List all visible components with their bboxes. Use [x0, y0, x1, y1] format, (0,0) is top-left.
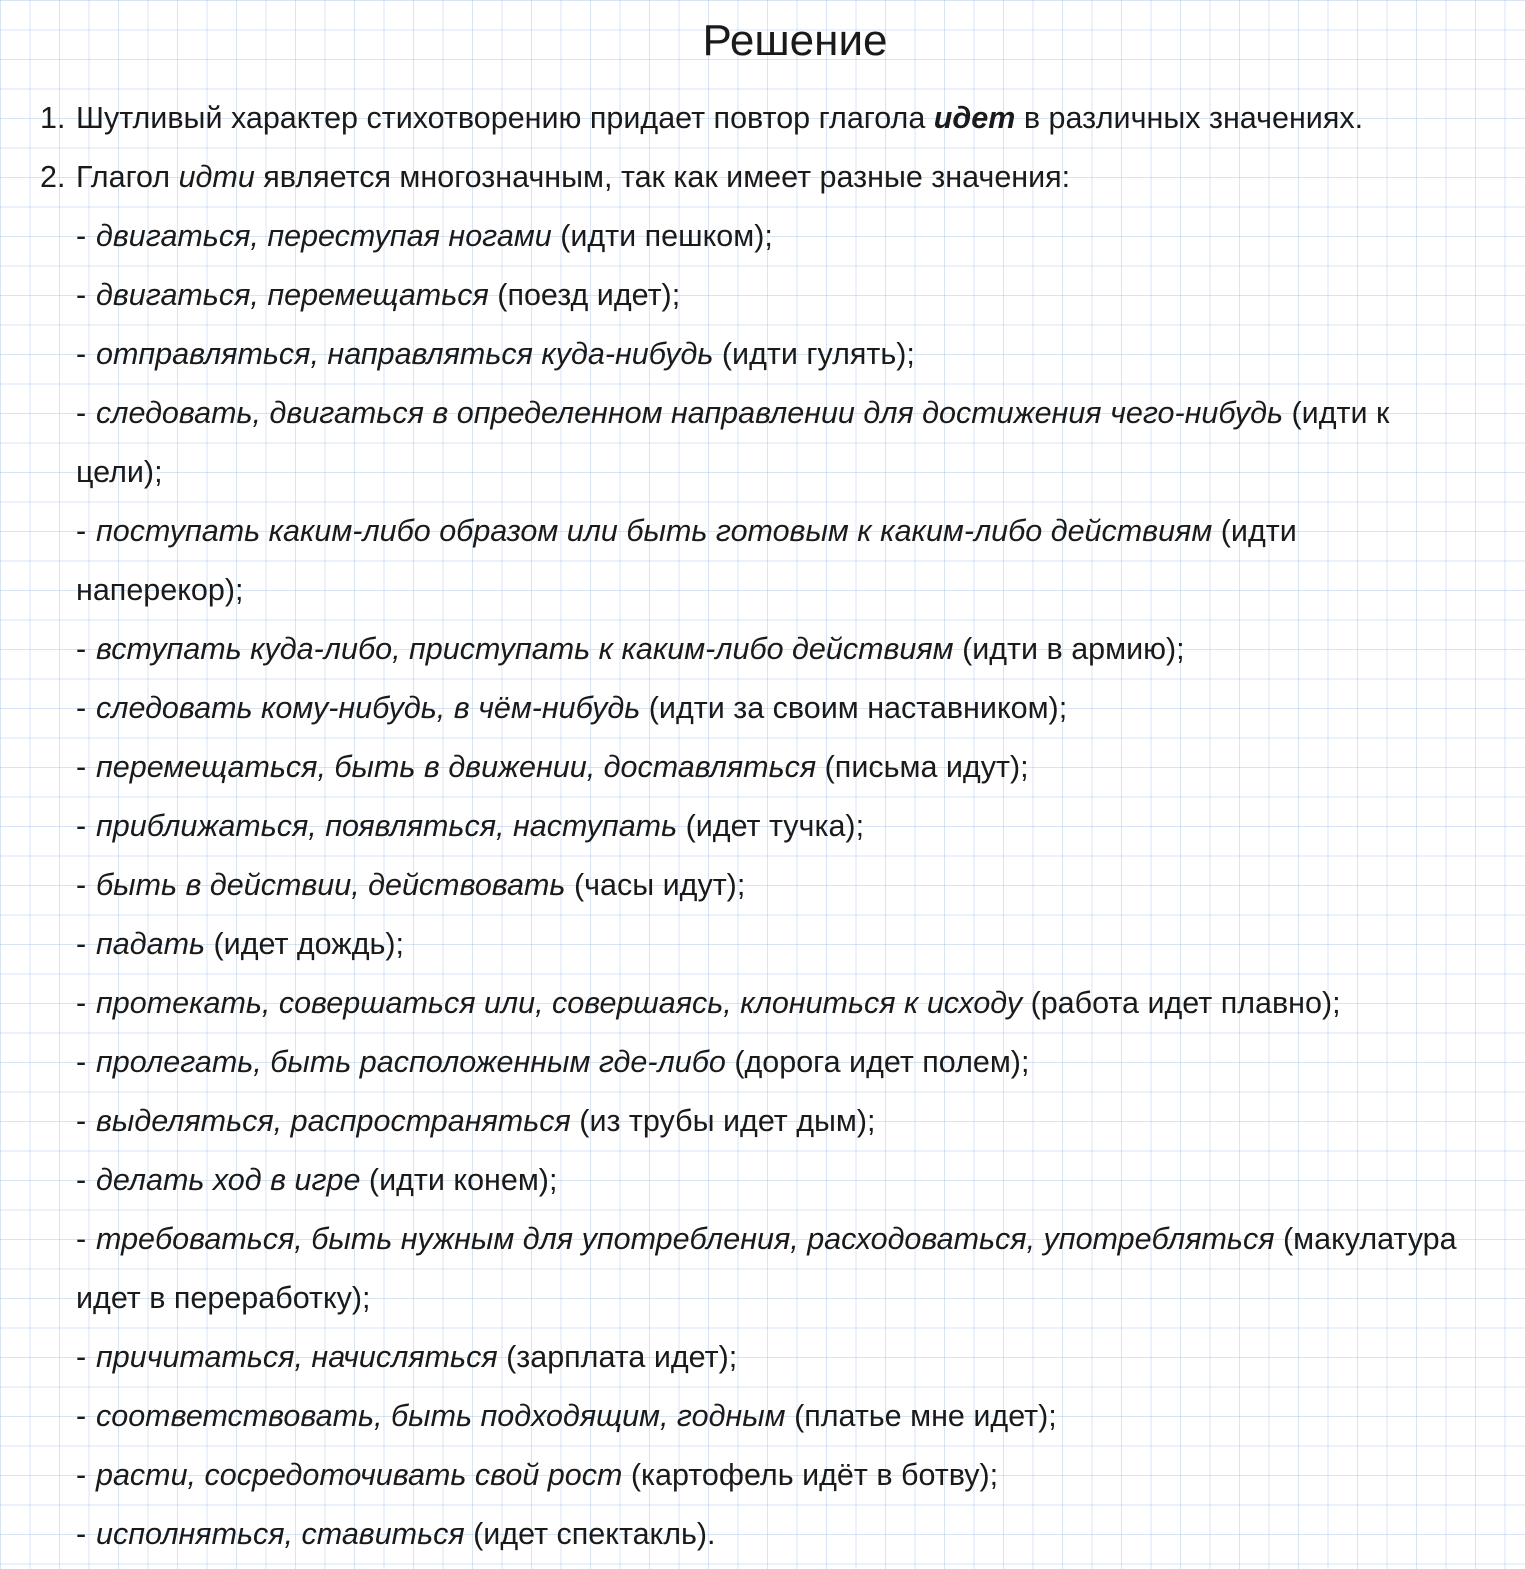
example-text: (идти к	[1291, 396, 1390, 430]
dash-marker: -	[76, 868, 87, 902]
example-text: (письма идут);	[824, 750, 1029, 784]
meaning-text: поступать каким-либо образом или быть готовым к каким-либо действиям	[96, 514, 1213, 548]
example-text: (идти	[1220, 514, 1297, 548]
meaning-item	[76, 738, 1490, 797]
dash-marker: -	[76, 927, 87, 961]
page-title: Решение	[702, 16, 888, 65]
item-text-before: Глагол	[76, 160, 171, 194]
dash-marker: -	[76, 1045, 87, 1079]
item-text-before: Шутливый характер стихотворению придает повтор глагола	[76, 101, 926, 135]
meaning-text: следовать кому-нибудь, в чём-нибудь	[96, 691, 641, 725]
item-number: 2.	[40, 160, 66, 194]
meaning-item	[76, 679, 1490, 738]
meaning-text: вступать куда-либо, приступать к каким-либо действиям	[96, 632, 954, 666]
example-text: (картофель идёт в ботву);	[630, 1458, 999, 1492]
dash-marker: -	[76, 1458, 87, 1492]
meaning-continuation: наперекор);	[76, 573, 244, 607]
meaning-text: отправляться, направляться куда-нибудь	[96, 337, 714, 371]
meaning-item	[76, 1210, 1490, 1269]
dash-marker: -	[76, 396, 87, 430]
dash-marker: -	[76, 986, 87, 1020]
item-text-after: в различных значениях.	[1023, 101, 1364, 135]
example-text: (дорога идет полем);	[734, 1045, 1030, 1079]
example-text: (поезд идет);	[497, 278, 681, 312]
example-text: (идет дождь);	[213, 927, 405, 961]
dash-marker: -	[76, 514, 87, 548]
item-text-after: является многозначным, так как имеет разные значения:	[263, 160, 1071, 194]
meaning-text: исполняться, ставиться	[96, 1517, 465, 1551]
dash-marker: -	[76, 1399, 87, 1433]
meaning-item	[76, 620, 1490, 679]
dash-marker: -	[76, 1340, 87, 1374]
meaning-item	[76, 1446, 1490, 1505]
meaning-item	[76, 1505, 1490, 1564]
example-text: (зарплата идет);	[506, 1340, 738, 1374]
example-text: (платье мне идет);	[794, 1399, 1057, 1433]
item-emphasis: идти	[178, 160, 255, 194]
meaning-item	[76, 974, 1490, 1033]
item-number: 1.	[40, 101, 66, 135]
dash-marker: -	[76, 278, 87, 312]
example-text: (идти пешком);	[560, 219, 773, 253]
meaning-item	[76, 1092, 1490, 1151]
meaning-item	[76, 1033, 1490, 1092]
meaning-item	[76, 1328, 1490, 1387]
example-text: (макулатура	[1282, 1222, 1457, 1256]
meaning-text: следовать, двигаться в определенном направлении для достижения чего-нибудь	[96, 396, 1284, 430]
dash-marker: -	[76, 337, 87, 371]
meaning-text: соответствовать, быть подходящим, годным	[96, 1399, 786, 1433]
item-emphasis: идет	[933, 101, 1016, 135]
dash-marker: -	[76, 219, 87, 253]
example-text: (идти гулять);	[721, 337, 915, 371]
meaning-text: делать ход в игре	[96, 1163, 361, 1197]
meaning-text: требоваться, быть нужным для употребления, расходоваться, употребляться	[96, 1222, 1275, 1256]
example-text: (работа идет плавно);	[1030, 986, 1341, 1020]
dash-marker: -	[76, 1222, 87, 1256]
dash-marker: -	[76, 750, 87, 784]
meaning-text: пролегать, быть расположенным где-либо	[96, 1045, 726, 1079]
example-text: (часы идут);	[573, 868, 746, 902]
example-text: (из трубы идет дым);	[579, 1104, 876, 1138]
meaning-text: перемещаться, быть в движении, доставляться	[96, 750, 817, 784]
meaning-item	[76, 1151, 1490, 1210]
dash-marker: -	[76, 1104, 87, 1138]
meaning-text: причитаться, начисляться	[96, 1340, 498, 1374]
dash-marker: -	[76, 691, 87, 725]
answer-item-1	[40, 89, 1490, 148]
meaning-continuation: цели);	[76, 455, 163, 489]
meaning-text: протекать, совершаться или, совершаясь, клониться к исходу	[96, 986, 1023, 1020]
meaning-item	[76, 856, 1490, 915]
meaning-text: быть в действии, действовать	[96, 868, 566, 902]
answer-item-2	[40, 148, 1490, 207]
dash-marker: -	[76, 632, 87, 666]
meaning-continuation: идет в переработку);	[76, 1281, 371, 1315]
meaning-item	[76, 1387, 1490, 1446]
meaning-item	[76, 207, 1490, 266]
example-text: (идти конем);	[368, 1163, 558, 1197]
dash-marker: -	[76, 1163, 87, 1197]
solution-content	[40, 89, 1490, 1564]
dash-marker: -	[76, 809, 87, 843]
example-text: (идет спектакль).	[473, 1517, 716, 1551]
meaning-item	[76, 384, 1490, 443]
meaning-item	[76, 325, 1490, 384]
meaning-text: двигаться, переступая ногами	[96, 219, 552, 253]
meaning-text: расти, сосредоточивать свой рост	[96, 1458, 623, 1492]
meaning-text: приближаться, появляться, наступать	[96, 809, 678, 843]
meaning-item	[76, 266, 1490, 325]
dash-marker: -	[76, 1517, 87, 1551]
meanings-list	[40, 207, 1490, 1564]
meaning-text: двигаться, перемещаться	[96, 278, 489, 312]
meaning-item	[76, 915, 1490, 974]
meaning-item	[76, 797, 1490, 856]
meaning-item	[76, 502, 1490, 561]
example-text: (идти за своим наставником);	[648, 691, 1068, 725]
meaning-text: выделяться, распространяться	[96, 1104, 571, 1138]
example-text: (идет тучка);	[685, 809, 865, 843]
meaning-text: падать	[96, 927, 206, 961]
example-text: (идти в армию);	[962, 632, 1185, 666]
